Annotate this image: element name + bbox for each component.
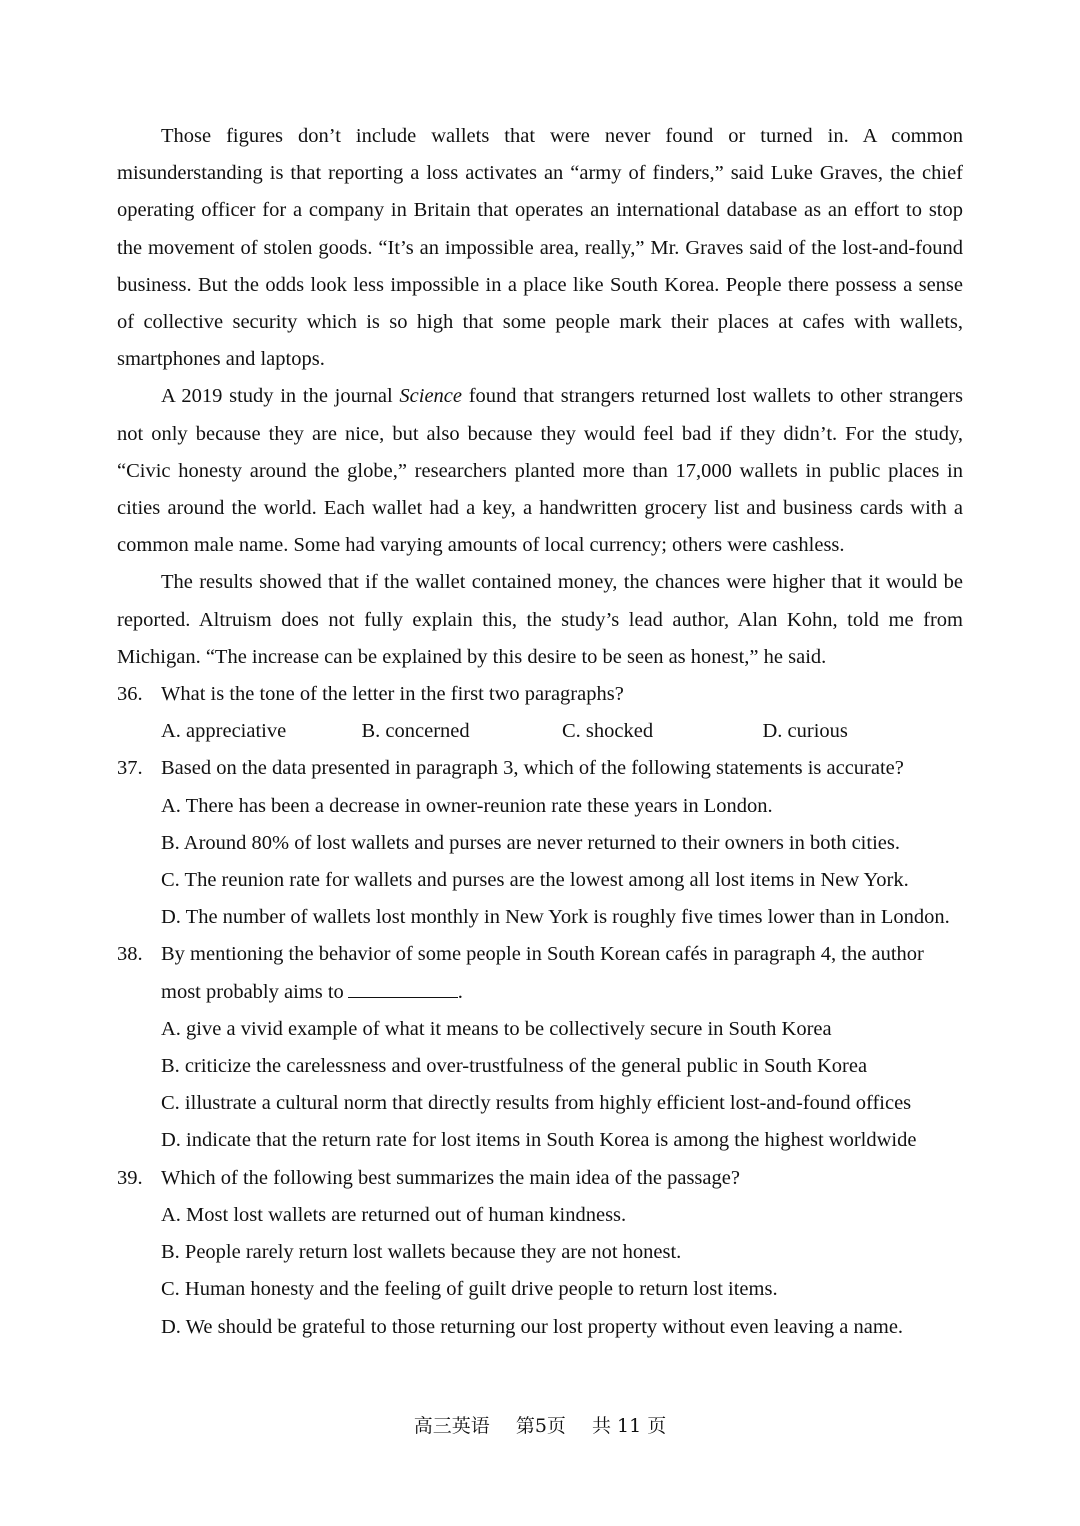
question-number: 39. — [117, 1166, 143, 1189]
question-38 — [117, 936, 963, 1159]
footer-page-number: 第5页 — [515, 1415, 566, 1437]
question-stem: Based on the data presented in paragraph 3, which of the following statements is accurate? — [161, 757, 904, 780]
question-stem-line-1: By mentioning the behavior of some people in South Korean cafés in paragraph 4, the author — [161, 943, 924, 966]
option-d[interactable]: D. indicate that the return rate for lost items in South Korea is among the highest worldwide — [161, 1129, 917, 1152]
exam-page — [117, 118, 963, 1346]
passage-paragraph-3: The results showed that if the wallet contained money, the chances were higher that it would be reported. Altruism does not fully explain this, the study’s lead author, Alan Kohn, told me from Michigan. “The increase can be explained by this desire to be seen as honest,” he said. — [117, 571, 963, 668]
page-footer — [0, 1411, 1080, 1441]
option-b[interactable]: B. Around 80% of lost wallets and purses are never returned to their owners in both cities. — [161, 831, 900, 854]
stem-period: . — [457, 980, 463, 1003]
question-number: 38. — [117, 943, 143, 966]
question-number: 37. — [117, 757, 143, 780]
question-37 — [117, 750, 963, 936]
journal-name: Science — [399, 385, 462, 408]
option-a[interactable]: A. Most lost wallets are returned out of human kindness. — [161, 1203, 627, 1226]
option-c[interactable]: C. Human honesty and the feeling of guilt drive people to return lost items. — [161, 1278, 778, 1301]
question-number: 36. — [117, 683, 143, 706]
option-c[interactable]: C. The reunion rate for wallets and purses are the lowest among all lost items in New York. — [161, 869, 909, 892]
passage-paragraph-2 — [117, 378, 963, 564]
option-a[interactable]: A. appreciative — [161, 720, 287, 743]
question-list — [117, 676, 963, 1346]
option-d[interactable]: D. We should be grateful to those returning our lost property without even leaving a name. — [161, 1315, 904, 1338]
paragraph-2-start: A 2019 study in the journal — [161, 385, 400, 408]
paragraph-2-rest: found that strangers returned lost wallets to other strangers not only because they are nice, but also because they would feel bad if they didn’t. For the study, “Civic honesty around the globe,” researchers planted more than 17,000 wallets in public places in cities around the world. Each wallet had a key, a handwritten grocery list and business cards with a common male name. Some had varying amounts of local currency; others were cashless. — [117, 385, 963, 557]
question-stem: What is the tone of the letter in the first two paragraphs? — [161, 683, 624, 706]
option-a[interactable]: A. give a vivid example of what it means to be collectively secure in South Korea — [161, 1017, 832, 1040]
footer-subject: 高三英语 — [413, 1415, 490, 1437]
option-c[interactable]: C. shocked — [562, 720, 654, 743]
stem-text: most probably aims to — [161, 980, 344, 1003]
option-d[interactable]: D. The number of wallets lost monthly in New York is roughly five times lower than in London. — [161, 906, 950, 929]
passage-paragraph-1: Those figures don’t include wallets that were never found or turned in. A common misunderstanding is that reporting a loss activates an “army of finders,” said Luke Graves, the chief operating officer for a company in Britain that operates an international database as an effort to stop the movement of stolen goods. “It’s an impossible area, really,” Mr. Graves said of the lost-and-found business. But the odds look less impossible in a place like South Korea. People there possess a sense of collective security which is so high that some people mark their places at cafes with wallets, smartphones and laptops. — [117, 125, 963, 371]
option-d[interactable]: D. curious — [762, 720, 848, 743]
footer-total-pages: 共 11 页 — [591, 1415, 667, 1437]
option-b[interactable]: B. People rarely return lost wallets because they are not honest. — [161, 1241, 682, 1264]
question-stem: Which of the following best summarizes the main idea of the passage? — [161, 1166, 740, 1189]
answer-blank[interactable] — [348, 974, 458, 998]
option-a[interactable]: A. There has been a decrease in owner-reunion rate these years in London. — [161, 794, 773, 817]
question-39 — [117, 1160, 963, 1346]
option-c[interactable]: C. illustrate a cultural norm that directly results from highly efficient lost-and-found offices — [161, 1092, 912, 1115]
option-b[interactable]: B. concerned — [361, 720, 470, 743]
question-36 — [117, 676, 963, 750]
option-b[interactable]: B. criticize the carelessness and over-trustfulness of the general public in South Korea — [161, 1055, 868, 1078]
question-stem-line-2 — [117, 974, 963, 1011]
